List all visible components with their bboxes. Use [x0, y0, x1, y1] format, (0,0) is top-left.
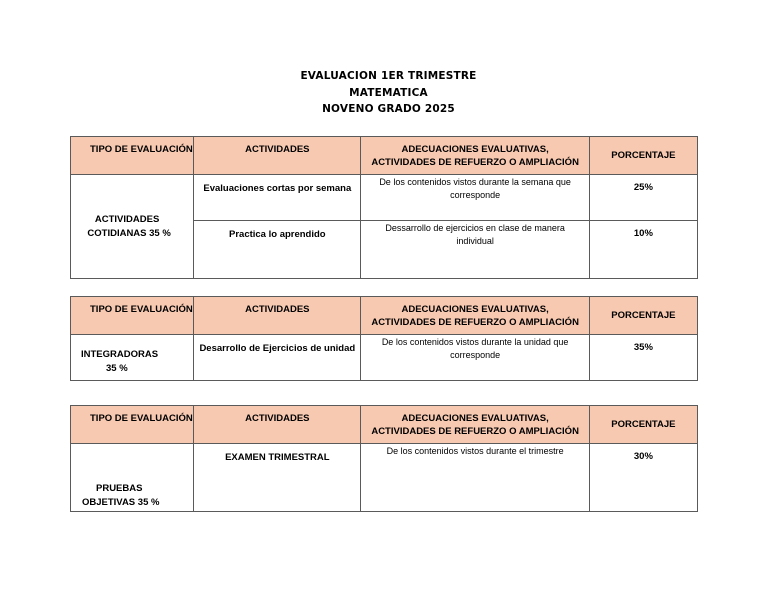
tipo-cell — [71, 335, 194, 381]
title-line-3: NOVENO GRADO 2025 — [322, 103, 455, 115]
header-actividades: ACTIVIDADES — [194, 406, 361, 444]
title-line-1: EVALUACION 1ER TRIMESTRE — [300, 70, 477, 82]
adecuacion-line1: De los contenidos vistos durante el trimestre — [386, 446, 564, 456]
tipo-cell — [71, 175, 194, 279]
header-adecuaciones-line2: ACTIVIDADES DE REFUERZO O AMPLIACIÓN — [371, 157, 579, 168]
adecuacion-cell — [361, 175, 589, 221]
header-adecuaciones-line1: ADECUACIONES EVALUATIVAS, — [401, 413, 549, 424]
header-actividades: ACTIVIDADES — [194, 297, 361, 335]
porcentaje-cell: 10% — [589, 221, 697, 279]
adecuacion-cell — [361, 221, 589, 279]
table-row — [71, 335, 698, 381]
actividad-cell: EXAMEN TRIMESTRAL — [194, 444, 361, 512]
table-integradoras — [70, 296, 698, 381]
table-row — [71, 175, 698, 221]
adecuacion-cell — [361, 444, 589, 512]
porcentaje-cell: 30% — [589, 444, 697, 512]
tipo-line2: 35 % — [106, 363, 128, 374]
header-tipo: TIPO DE EVALUACIÓN — [71, 406, 194, 444]
adecuacion-line2: corresponde — [450, 190, 501, 200]
header-actividades: ACTIVIDADES — [194, 137, 361, 175]
tipo-line2: COTIDIANAS 35 % — [87, 227, 171, 239]
adecuacion-line2: individual — [456, 236, 494, 246]
actividad-cell: Practica lo aprendido — [194, 221, 361, 279]
table-row — [71, 444, 698, 512]
tipo-line1: ACTIVIDADES — [94, 213, 160, 225]
title-line-2: MATEMATICA — [349, 86, 428, 99]
table-actividades-cotidianas — [70, 136, 698, 279]
header-adecuaciones — [361, 406, 589, 444]
tipo-line2: OBJETIVAS 35 % — [82, 497, 160, 508]
header-adecuaciones-line2: ACTIVIDADES DE REFUERZO O AMPLIACIÓN — [371, 317, 579, 328]
tipo-line1: INTEGRADORAS — [81, 349, 159, 360]
tipo-cell — [71, 444, 194, 512]
adecuacion-line1: De los contenidos vistos durante la unidad que — [381, 337, 569, 347]
header-adecuaciones — [361, 297, 589, 335]
actividad-cell: Desarrollo de Ejercicios de unidad — [194, 335, 361, 381]
adecuacion-line1: De los contenidos vistos durante la semana que — [379, 177, 571, 187]
porcentaje-cell: 35% — [589, 335, 697, 381]
header-adecuaciones-line2: ACTIVIDADES DE REFUERZO O AMPLIACIÓN — [371, 426, 579, 437]
adecuacion-line1: Dessarrollo de ejercicios en clase de manera — [385, 223, 565, 233]
actividad-cell: Evaluaciones cortas por semana — [194, 175, 361, 221]
tipo-line1: PRUEBAS — [96, 483, 143, 494]
header-porcentaje: PORCENTAJE — [589, 297, 697, 335]
header-porcentaje: PORCENTAJE — [589, 137, 697, 175]
porcentaje-cell: 25% — [589, 175, 697, 221]
adecuacion-line2: corresponde — [450, 350, 501, 360]
header-adecuaciones-line1: ADECUACIONES EVALUATIVAS, — [401, 304, 549, 315]
header-adecuaciones-line1: ADECUACIONES EVALUATIVAS, — [401, 144, 549, 155]
adecuacion-cell — [361, 335, 589, 381]
header-tipo: TIPO DE EVALUACIÓN — [71, 297, 194, 335]
table-pruebas-objetivas — [70, 405, 698, 512]
header-porcentaje: PORCENTAJE — [589, 406, 697, 444]
header-adecuaciones — [361, 137, 589, 175]
document-title — [0, 68, 768, 118]
header-tipo: TIPO DE EVALUACIÓN — [71, 137, 194, 175]
